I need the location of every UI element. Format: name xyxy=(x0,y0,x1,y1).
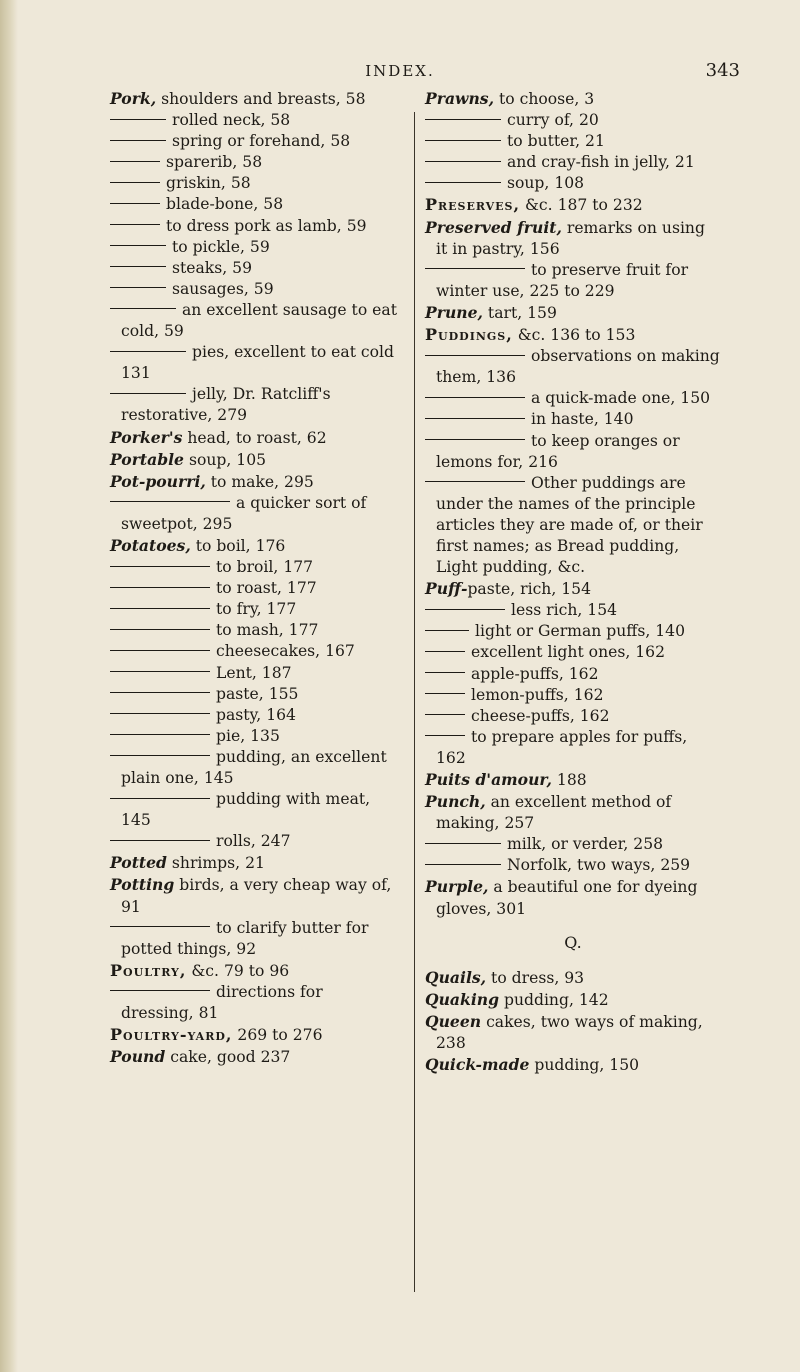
ditto-dash xyxy=(110,926,210,927)
index-subentry xyxy=(110,237,400,258)
index-subentry xyxy=(425,346,721,388)
index-entry-text: to choose, 3 xyxy=(494,90,595,108)
index-subentry xyxy=(110,620,400,641)
index-subentry xyxy=(110,152,400,173)
index-entry-text: Norfolk, two ways, 259 xyxy=(507,856,691,875)
index-entry-text: paste, rich, 154 xyxy=(467,580,592,599)
index-entry-text: &c. 79 to 96 xyxy=(186,961,290,980)
index-entry xyxy=(110,471,400,493)
index-headword: Prawns, xyxy=(425,89,495,108)
ditto-dash xyxy=(110,203,160,204)
index-entry-text: head, to roast, 62 xyxy=(182,428,327,447)
ditto-dash xyxy=(110,713,210,714)
index-entry-text: cheese-puffs, 162 xyxy=(471,706,610,725)
index-subentry xyxy=(110,194,400,215)
index-headword: Poultry-yard, xyxy=(110,1025,233,1045)
index-entry xyxy=(425,1011,721,1054)
index-entry-text: an excellent sausage to eat cold, 59 xyxy=(121,300,397,341)
index-entry-text: Lent, 187 xyxy=(216,663,292,682)
index-entry-text: to dress pork as lamb, 59 xyxy=(166,216,367,235)
index-subentry xyxy=(110,279,400,300)
index-subentry xyxy=(425,152,721,173)
index-subentry xyxy=(110,578,400,599)
index-subentry xyxy=(110,982,400,1024)
index-subentry xyxy=(425,834,721,855)
ditto-dash xyxy=(110,140,166,141)
index-entry-text: pudding with meat, 145 xyxy=(121,790,371,830)
index-entry-text: to keep oranges or lemons for, 216 xyxy=(436,431,680,471)
index-headword: Pound xyxy=(110,1047,166,1067)
ditto-dash xyxy=(110,119,166,120)
index-entry-text: birds, a very cheap way of, 91 xyxy=(121,876,392,916)
index-letter-heading: Q. xyxy=(564,932,582,952)
index-subentry xyxy=(110,110,400,131)
ditto-dash xyxy=(425,182,501,183)
ditto-dash xyxy=(425,630,469,631)
index-entry-text: to preserve fruit for winter use, 225 to 229 xyxy=(436,260,689,300)
index-headword: Puddings, xyxy=(425,325,513,345)
index-headword: Punch, xyxy=(425,792,486,812)
index-entry-text: soup, 105 xyxy=(183,450,267,469)
index-entry-text: in haste, 140 xyxy=(531,410,634,429)
index-subentry xyxy=(110,918,400,960)
index-entry-text: to pickle, 59 xyxy=(172,237,270,256)
page-title: INDEX. xyxy=(365,62,435,80)
index-entry xyxy=(110,874,400,917)
index-headword: Pork, xyxy=(110,89,157,108)
index-subentry xyxy=(110,342,400,384)
index-subentry xyxy=(110,641,400,662)
index-entry xyxy=(425,194,721,216)
index-entry-text: tart, 159 xyxy=(482,303,557,322)
index-headword: Purple, xyxy=(425,877,489,897)
ditto-dash xyxy=(110,692,210,693)
page-number: 343 xyxy=(705,60,740,81)
ditto-dash xyxy=(425,651,465,652)
index-subentry xyxy=(110,300,400,342)
index-entry-text: and cray-fish in jelly, 21 xyxy=(507,153,695,172)
ditto-dash xyxy=(110,734,210,735)
running-head xyxy=(0,58,800,88)
index-column-left xyxy=(110,88,400,1068)
index-subentry xyxy=(425,388,721,409)
index-entry-text: directions for dressing, 81 xyxy=(121,982,323,1023)
index-entry-text: to prepare apples for puffs, 162 xyxy=(436,727,688,767)
ditto-dash xyxy=(110,608,210,609)
index-entry xyxy=(110,960,400,982)
index-entry-text: apple-puffs, 162 xyxy=(471,664,599,683)
index-subentry xyxy=(425,664,721,685)
ditto-dash xyxy=(425,609,505,610)
index-headword: Potting xyxy=(110,875,175,895)
index-entry xyxy=(425,1054,721,1076)
ditto-dash xyxy=(110,266,166,267)
index-subentry xyxy=(425,260,721,302)
index-subentry xyxy=(110,131,400,152)
index-entry-text: rolls, 247 xyxy=(216,832,291,851)
index-entry-text: remarks on using it in pastry, 156 xyxy=(436,218,705,258)
index-subentry xyxy=(110,493,400,535)
index-headword: Quick-made xyxy=(425,1055,530,1075)
ditto-dash xyxy=(425,735,465,736)
index-entry xyxy=(110,1024,400,1046)
index-subentry xyxy=(110,258,400,279)
index-entry xyxy=(425,989,721,1011)
index-entry-text: &c. 136 to 153 xyxy=(512,326,636,345)
index-subentry xyxy=(425,727,721,769)
index-entry-text: shrimps, 21 xyxy=(166,854,265,873)
index-entry-text: paste, 155 xyxy=(216,684,299,703)
index-subentry xyxy=(425,431,721,473)
ditto-dash xyxy=(110,501,230,502)
index-entry-text: to fry, 177 xyxy=(216,600,297,619)
index-subentry xyxy=(425,600,721,621)
index-entry-text: an excellent method of making, 257 xyxy=(436,793,672,833)
index-subentry xyxy=(425,473,721,578)
index-subentry xyxy=(110,173,400,194)
index-entry-text: less rich, 154 xyxy=(511,601,618,620)
index-headword: Queen xyxy=(425,1011,482,1031)
index-subentry xyxy=(425,173,721,194)
column-divider xyxy=(414,112,415,1292)
index-entry xyxy=(425,876,721,919)
ditto-dash xyxy=(110,629,210,630)
index-headword: Pot-pourri, xyxy=(110,471,206,491)
ditto-dash xyxy=(110,245,166,246)
index-subentry xyxy=(425,131,721,152)
index-entry-text: milk, or verder, 258 xyxy=(507,835,664,854)
index-entry-text: sausages, 59 xyxy=(172,279,274,298)
index-subentry xyxy=(425,110,721,131)
ditto-dash xyxy=(110,990,210,991)
index-headword: Preserved fruit, xyxy=(425,217,562,237)
ditto-dash xyxy=(425,864,501,865)
index-entry-text: to boil, 176 xyxy=(190,536,286,555)
ditto-dash xyxy=(425,268,525,269)
index-subentry xyxy=(110,384,400,426)
index-entry xyxy=(425,578,721,600)
ditto-dash xyxy=(425,714,465,715)
index-entry-text: blade-bone, 58 xyxy=(166,195,284,214)
ditto-dash xyxy=(110,587,210,588)
index-headword: Preserves, xyxy=(425,195,521,215)
ditto-dash xyxy=(425,418,525,419)
ditto-dash xyxy=(110,224,160,225)
index-entry-text: pudding, 142 xyxy=(499,990,609,1009)
index-subentry xyxy=(110,831,400,852)
index-entry xyxy=(425,324,721,346)
page-binding-edge xyxy=(0,0,18,1372)
index-entry xyxy=(425,791,721,834)
index-entry-text: steaks, 59 xyxy=(172,258,253,277)
index-entry-text: cake, good 237 xyxy=(165,1048,291,1067)
index-subentry xyxy=(110,663,400,684)
index-entry-text: to dress, 93 xyxy=(486,968,585,987)
index-subentry xyxy=(110,789,400,831)
index-subentry xyxy=(425,706,721,727)
index-entry-text: a quick-made one, 150 xyxy=(531,389,711,408)
index-entry-text: lemon-puffs, 162 xyxy=(471,685,604,704)
index-headword: Portable xyxy=(110,449,184,469)
index-subentry xyxy=(110,705,400,726)
index-entry-text: light or German puffs, 140 xyxy=(475,622,686,641)
ditto-dash xyxy=(425,693,465,694)
index-entry xyxy=(110,427,400,449)
index-headword: Poultry, xyxy=(110,960,187,980)
index-entry xyxy=(425,967,721,989)
index-entry-text: to clarify butter for potted things, 92 xyxy=(121,918,369,958)
index-entry-text: pie, 135 xyxy=(216,726,280,745)
ditto-dash xyxy=(110,755,210,756)
ditto-dash xyxy=(110,393,186,394)
index-subentry xyxy=(110,684,400,705)
ditto-dash xyxy=(110,308,176,309)
index-column-right xyxy=(425,88,721,1076)
index-entry-text: rolled neck, 58 xyxy=(172,111,291,130)
index-entry xyxy=(425,88,721,110)
index-subentry xyxy=(425,855,721,876)
index-entry-text: observations on making them, 136 xyxy=(436,347,720,387)
index-entry-text: excellent light ones, 162 xyxy=(471,643,666,662)
index-entry-text: shoulders and breasts, 58 xyxy=(156,90,366,108)
ditto-dash xyxy=(110,650,210,651)
index-subentry xyxy=(425,685,721,706)
index-headword: Puits d'amour, xyxy=(425,770,552,789)
index-entry xyxy=(110,535,400,557)
index-headword: Quaking xyxy=(425,989,499,1009)
index-entry xyxy=(425,302,721,324)
ditto-dash xyxy=(425,439,525,440)
ditto-dash xyxy=(110,840,210,841)
ditto-dash xyxy=(425,140,501,141)
ditto-dash xyxy=(110,671,210,672)
ditto-dash xyxy=(425,397,525,398)
index-entry-text: &c. 187 to 232 xyxy=(520,196,643,215)
index-entry-text: 188 xyxy=(551,771,587,789)
index-headword: Prune, xyxy=(425,302,483,322)
index-entry-text: a beautiful one for dyeing gloves, 301 xyxy=(436,878,698,918)
index-entry xyxy=(110,88,400,110)
index-subentry xyxy=(425,621,721,642)
index-subentry xyxy=(110,216,400,237)
index-entry-text: pudding, an excellent plain one, 145 xyxy=(121,747,387,787)
index-entry-text: cakes, two ways of making, 238 xyxy=(436,1012,703,1053)
index-subentry xyxy=(110,599,400,620)
index-entry-text: to butter, 21 xyxy=(507,132,605,151)
index-entry-text: pies, excellent to eat cold 131 xyxy=(121,343,395,383)
ditto-dash xyxy=(425,672,465,673)
index-entry-text: to mash, 177 xyxy=(216,621,319,640)
index-subentry xyxy=(110,557,400,578)
index-entry-text: sparerib, 58 xyxy=(166,153,263,172)
index-headword: Porker's xyxy=(110,427,183,447)
index-headword: Potted xyxy=(110,853,167,873)
index-subentry xyxy=(425,409,721,430)
index-entry-text: to broil, 177 xyxy=(216,558,314,577)
ditto-dash xyxy=(110,798,210,799)
index-entry-text: 269 to 276 xyxy=(232,1026,323,1045)
index-subentry xyxy=(110,726,400,747)
index-entry-text: Other puddings are under the names of the principle articles they are made of, or their first names; as Bread pudding, Light pudding, &c. xyxy=(436,473,703,577)
ditto-dash xyxy=(425,119,501,120)
ditto-dash xyxy=(110,287,166,288)
ditto-dash xyxy=(110,161,160,162)
ditto-dash xyxy=(425,355,525,356)
ditto-dash xyxy=(425,161,501,162)
index-entry-text: soup, 108 xyxy=(507,174,585,193)
index-entry xyxy=(110,852,400,874)
index-entry xyxy=(425,217,721,260)
index-entry-text: to roast, 177 xyxy=(216,579,317,598)
index-entry-text: pudding, 150 xyxy=(529,1056,640,1075)
index-subentry xyxy=(110,747,400,789)
index-headword: Puff- xyxy=(425,579,468,599)
ditto-dash xyxy=(425,843,501,844)
index-subentry xyxy=(425,642,721,663)
index-entry-text: cheesecakes, 167 xyxy=(216,642,355,661)
index-entry-text: curry of, 20 xyxy=(507,111,599,130)
index-entry-text: pasty, 164 xyxy=(216,705,296,724)
index-entry xyxy=(425,769,721,791)
index-headword: Quails, xyxy=(425,967,487,987)
ditto-dash xyxy=(110,351,186,352)
index-headword: Potatoes, xyxy=(110,535,191,555)
ditto-dash xyxy=(110,182,160,183)
index-entry-text: jelly, Dr. Ratcliff's restorative, 279 xyxy=(121,385,331,425)
index-entry-text: spring or forehand, 58 xyxy=(172,132,351,151)
index-entry-text: griskin, 58 xyxy=(166,174,251,193)
index-entry-text: to make, 295 xyxy=(205,472,314,491)
index-entry xyxy=(110,1046,400,1068)
ditto-dash xyxy=(425,481,525,482)
index-entry xyxy=(110,449,400,471)
ditto-dash xyxy=(110,566,210,567)
index-entry-text: a quicker sort of sweetpot, 295 xyxy=(121,493,367,533)
